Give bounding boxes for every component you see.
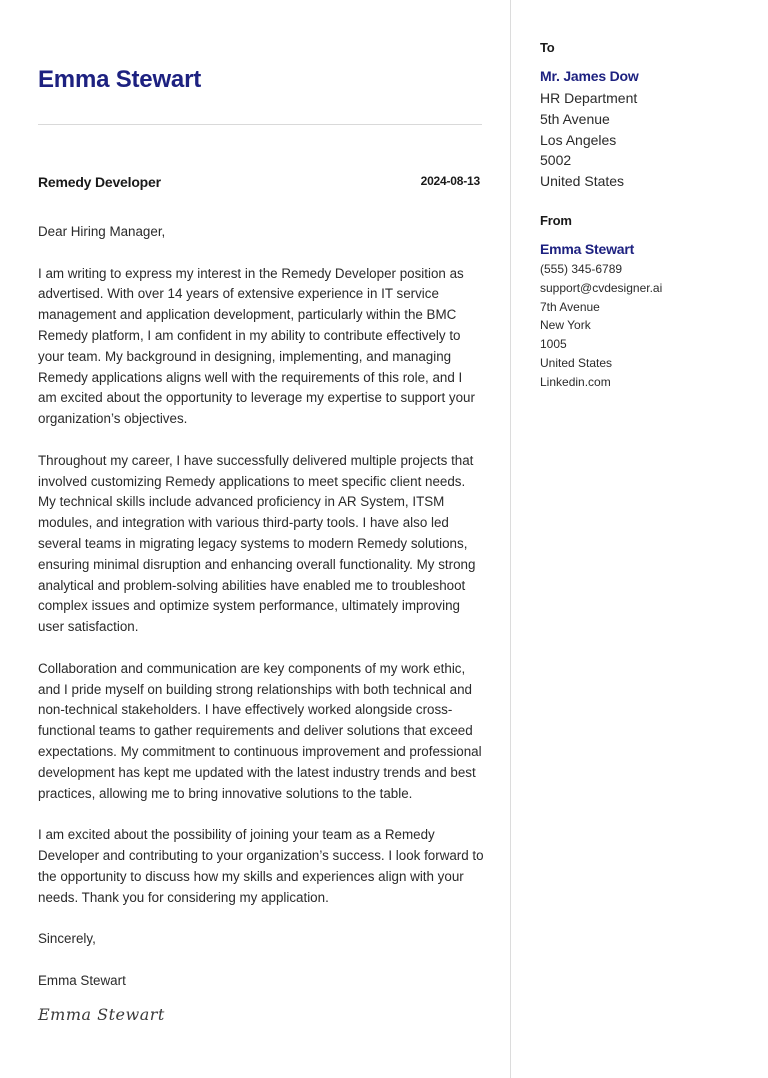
applicant-name: Emma Stewart xyxy=(38,66,201,93)
recipient-name: Mr. James Dow xyxy=(540,68,639,84)
recipient-postal-code: 5002 xyxy=(540,152,572,169)
sender-street: 7th Avenue xyxy=(540,299,600,314)
recipient-city: Los Angeles xyxy=(540,131,617,148)
sender-postal-code: 1005 xyxy=(540,337,567,352)
job-title: Remedy Developer xyxy=(38,174,161,190)
sender-name: Emma Stewart xyxy=(540,241,635,257)
recipient-country: United States xyxy=(540,173,625,190)
recipient-label: To xyxy=(540,40,555,55)
paragraph-3: Collaboration and communication are key components of my work ethic, and I pride myself on building strong relationships with both technical and non-technical stakeholders. I have effectively worked alongside cross-functional teams to gather requirements and deliver solutions that exceed expectations. My commitment to continuous improvement and professional development has kept me updated with the latest industry trends and best practices, allowing me to bring innovative solutions to the table. xyxy=(38,660,482,801)
header-divider xyxy=(38,124,482,125)
salutation: Dear Hiring Manager, xyxy=(38,224,166,239)
sender-city: New York xyxy=(540,318,591,333)
handwritten-signature: Emma Stewart xyxy=(38,1005,165,1024)
closing-name: Emma Stewart xyxy=(38,972,126,988)
sidebar-divider xyxy=(510,0,511,1078)
paragraph-4: I am excited about the possibility of joining your team as a Remedy Developer and contributing to your organization’s success. I look forward to the opportunity to discuss how my skills and experiences align with your needs. Thank you for considering my application. xyxy=(38,827,484,905)
letter-date: 2024-08-13 xyxy=(420,174,480,188)
sender-linkedin: Linkedin.com xyxy=(540,374,611,389)
recipient-department: HR Department xyxy=(540,90,638,106)
sender-contact xyxy=(540,260,662,392)
recipient-street: 5th Avenue xyxy=(540,110,610,127)
sender-label: From xyxy=(540,213,572,228)
job-row xyxy=(38,174,482,192)
sender-email: support@cvdesigner.ai xyxy=(540,280,663,295)
sender-phone: (555) 345-6789 xyxy=(540,262,623,276)
closing: Sincerely, xyxy=(38,931,96,947)
recipient-address xyxy=(540,88,637,192)
letter-body xyxy=(38,222,484,1012)
sender-country: United States xyxy=(540,355,613,370)
paragraph-1: I am writing to express my interest in the Remedy Developer position as advertised. With over 14 years of extensive experience in IT service management and application development, particularly within the BMC Remedy platform, I am confident in my ability to contribute effectively to your team. My background in designing, implementing, and managing Remedy applications aligns well with the requirements of this role, and I am excited about the opportunity to leverage my expertise to support your organization’s objectives. xyxy=(38,265,475,427)
paragraph-2: Throughout my career, I have successfully delivered multiple projects that involved customizing Remedy applications to meet specific client needs. My technical skills include advanced proficiency in AR System, ITSM modules, and integration with various third-party tools. I have also led several teams in migrating legacy systems to modern Remedy solutions, ensuring minimal disruption and enhancing overall functionality. My strong analytical and problem-solving abilities have enabled me to troubleshoot complex issues and optimize system performance, ultimately improving user satisfaction. xyxy=(38,452,476,635)
